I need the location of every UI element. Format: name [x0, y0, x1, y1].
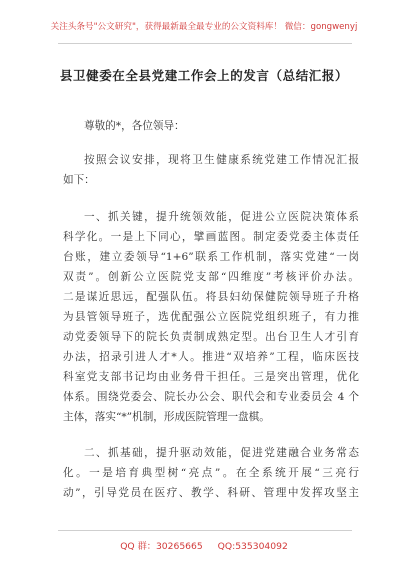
paragraph-section-two [63, 443, 359, 503]
text-line: 科室党支部书记均由业务骨干担任。三是突出管理，优化 [63, 371, 359, 383]
paragraph-intro [63, 150, 359, 190]
text-line: 科学化。一是上下同心，擘画蓝图。制定委党委主体责任 [63, 231, 359, 243]
text-line: 二、抓基础，提升驱动效能，促进党建融合业务常态 [84, 447, 359, 459]
text-line: 主体，落实“*”机制，形成医院管理一盘棋。 [63, 411, 270, 423]
header-divider [58, 43, 352, 44]
footer-divider [58, 530, 352, 531]
text-line: 双责”。创新公立医院党支部“四维度”考核评价办法。 [63, 271, 359, 283]
text-line: 一、抓关键，提升统领效能，促进公立医院决策体系 [84, 211, 359, 223]
text-line: 化。一是培育典型树“亮点”。在全系统开展“三亮行 [63, 467, 359, 479]
text-line: 如下： [63, 174, 95, 186]
text-line: 台账，建立委领导“1+6”联系工作机制，落实党建“一岗 [63, 251, 359, 263]
salutation: 尊敬的*，各位领导： [84, 120, 185, 132]
qq-number: QQ:535304092 [217, 541, 288, 552]
promo-header: 关注头条号"公文研究"，获得最新最全最专业的公文资料库！ 微信：gongwenyj [50, 22, 358, 32]
qq-group-number: QQ 群：30265665 [120, 541, 203, 552]
text-line: 为县管领导班子，选优配强公立医院党组织班子，有力推 [63, 311, 359, 323]
document-title: 县卫健委在全县党建工作会上的发言（总结汇报） [59, 68, 349, 83]
paragraph-section-one [63, 207, 359, 427]
footer-contact [0, 538, 408, 552]
text-line: 体系。围绕党委会、院长办公会、职代会和专业委员会 4 个 [63, 391, 359, 403]
text-line: 动”，引导党员在医疗、教学、科研、管理中发挥攻坚主 [63, 487, 359, 499]
text-line: 按照会议安排，现将卫生健康系统党建工作情况汇报 [84, 154, 359, 166]
text-line: 办法，招录引进人才*人。推进“双培养”工程，临床医技 [63, 351, 359, 363]
text-line: 二是谋近思远，配强队伍。将县妇幼保健院领导班子升格 [63, 291, 359, 303]
text-line: 动党委领导下的院长负责制成熟定型。出台卫生人才引育 [63, 331, 359, 343]
